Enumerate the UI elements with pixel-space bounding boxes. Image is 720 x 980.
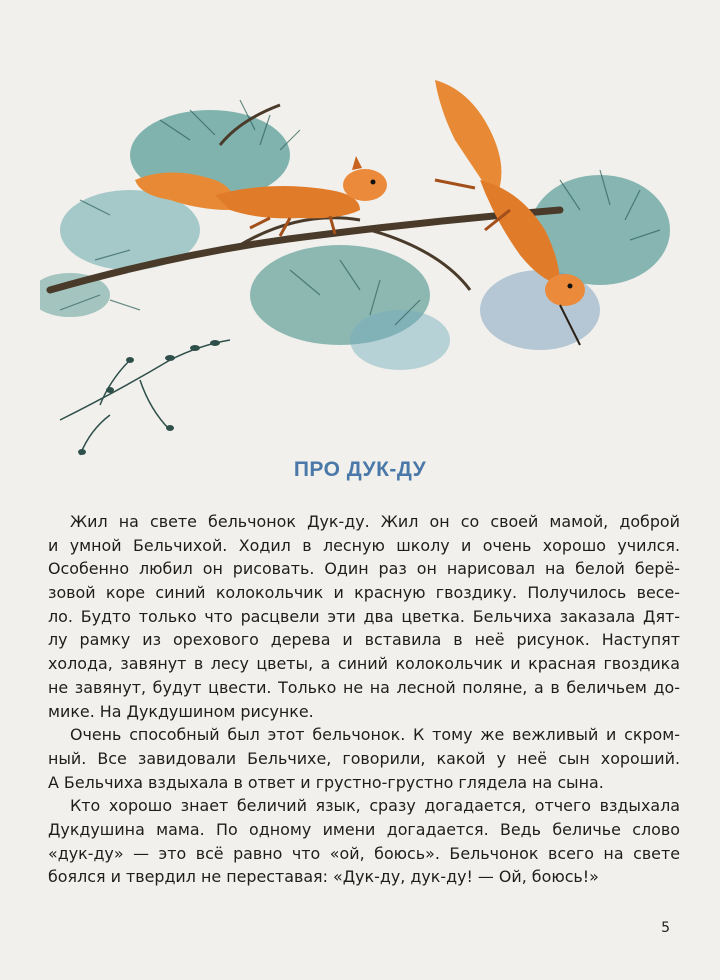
- text-line: холода, завянут в лесу цветы, а синий колокольчик и красная гвоздика: [48, 654, 680, 674]
- page-number: 5: [661, 920, 670, 936]
- text-line: Жил на свете бельчонок Дук-ду. Жил он со своей мамой, доброй: [70, 512, 680, 531]
- text-line: лу рамку из орехового дерева и вставила в неё рисунок. Наступят: [48, 630, 680, 650]
- text-line: Особенно любил он рисовать. Один раз он нарисовал на белой берё-: [48, 559, 680, 579]
- text-line: Дукдушина мама. По одному имени догадается. Ведь беличье слово: [48, 819, 680, 839]
- text-line: «дук-ду» — это всё равно что «ой, боюсь». Бельчонок всего на свете: [48, 843, 680, 863]
- text-line: не завянут, будут цвести. Только не на лесной поляне, а в беличьем до-: [48, 677, 680, 697]
- story-text: [48, 510, 680, 889]
- text-line: и умной Бельчихой. Ходил в лесную школу и очень хорошо учился.: [48, 535, 680, 555]
- text-line: Кто хорошо знает беличий язык, сразу догадается, отчего вздыхала: [70, 796, 680, 816]
- text-line: боялся и твердил не переставая: «Дук-ду, дук-ду! — Ой, боюсь!»: [48, 867, 599, 887]
- text-line: ный. Все завидовали Бельчихе, говорили, какой у неё сын хороший.: [48, 748, 680, 768]
- squirrels-illustration: [40, 60, 690, 470]
- pine-foliage: [40, 110, 670, 370]
- text-line: А Бельчиха вздыхала в ответ и грустно-грустно глядела на сына.: [48, 772, 604, 792]
- flower-sprig: [60, 340, 230, 455]
- text-line: ло. Будто только что расцвели эти два цветка. Бельчиха заказала Дят-: [48, 606, 680, 626]
- text-line: Очень способный был этот бельчонок. К тому же вежливый и скром-: [70, 725, 680, 745]
- story-title: ПРО ДУК-ДУ: [293, 458, 427, 481]
- text-line: мике. На Дукдушином рисунке.: [48, 701, 314, 721]
- text-line: зовой коре синий колокольчик и красную гвоздику. Получилось весе-: [48, 583, 680, 603]
